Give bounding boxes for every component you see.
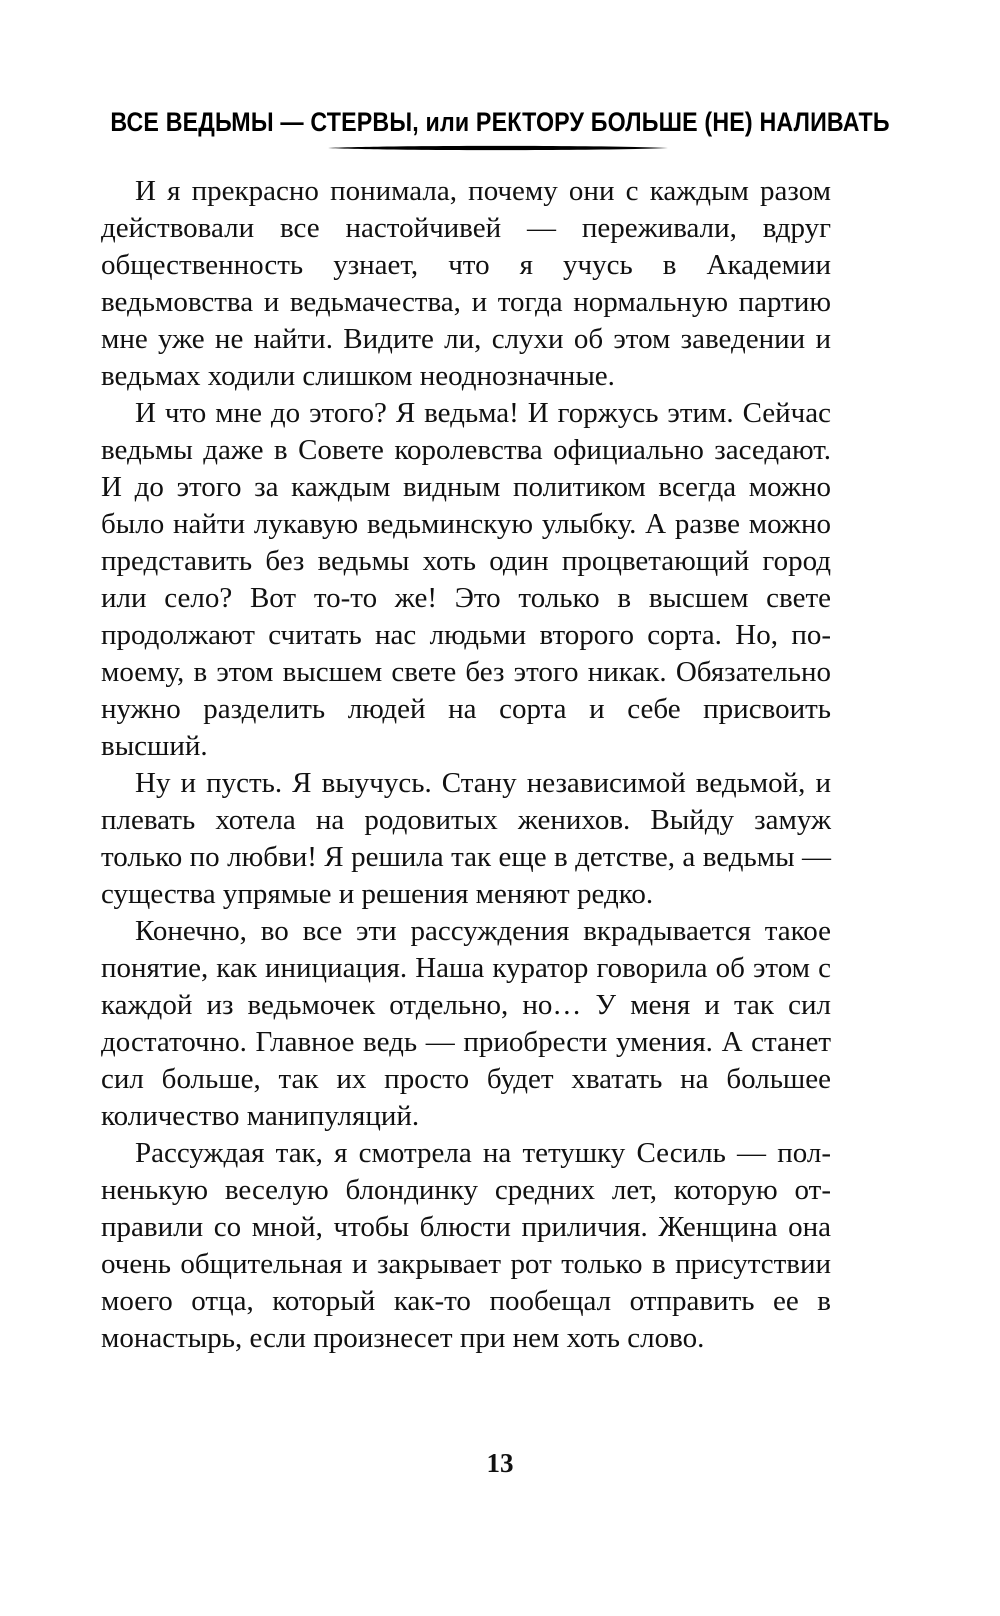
body-text <box>101 173 831 1357</box>
page-number: 13 <box>486 1448 514 1478</box>
paragraph: Рассуждая так, я смотрела на тетушку Сесиль — полненькую веселую блондинку средних лет, которую отправили со мной, чтобы блюсти приличия. Женщина она очень общительная и закрывает рот только в присутствии моего отца, который как-то пообещал отправить ее в монастырь, если произнесет при нем хоть слово. <box>101 1137 831 1354</box>
running-title: ВСЕ ВЕДЬМЫ — СТЕРВЫ, или РЕКТОРУ БОЛЬШЕ (НЕ) НАЛИВАТЬ <box>110 107 890 137</box>
paragraph: И что мне до этого? Я ведьма! И горжусь этим. Сейчас ведьмы даже в Совете королевства официально заседают. И до этого за каждым видным политиком всегда можно было найти лукавую ведьминскую улыбку. А разве можно представить без ведьмы хоть один процветающий город или село? Вот то-то же! Это только в высшем свете продолжают считать нас людьми второго сорта. Но, по-моему, в этом высшем свете без этого никак. Обязательно нужно разделить людей на сорта и себе присвоить высший. <box>101 397 831 762</box>
title-underline-swash <box>328 143 668 153</box>
running-header <box>0 106 1000 138</box>
paragraph: Конечно, во все эти рассуждения вкрадывается такое понятие, как инициация. Наша куратор говорила об этом с каждой из ведьмочек отдельно, но… У меня и так сил достаточно. Главное ведь — приобрести умения. А станет сил больше, так их просто будет хватать на большее количество манипуляций. <box>101 915 831 1132</box>
paragraph: И я прекрасно понимала, почему они с каждым разом действовали все настойчивей — переживали, вдруг общественность узнает, что я учусь в Академии ведьмовства и ведьмачества, и тогда нормальную партию мне уже не найти. Видите ли, слухи об этом заведении и ведьмах ходили слишком неоднозначные. <box>101 175 831 392</box>
paragraph: Ну и пусть. Я выучусь. Стану независимой ведьмой, и плевать хотела на родовитых женихов. Выйду замуж только по любви! Я решила так еще в детстве, а ведьмы — существа упрямые и решения меняют редко. <box>101 767 831 910</box>
